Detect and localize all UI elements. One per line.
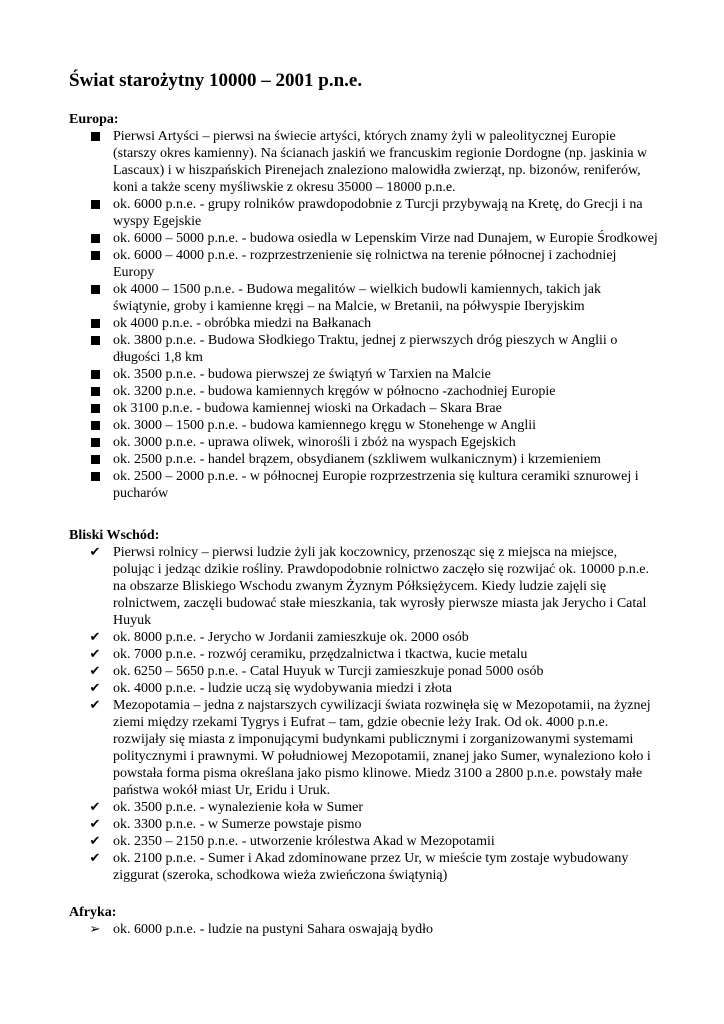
list-item — [69, 315, 659, 332]
checkmark-bullet-icon: ✔ — [89, 851, 101, 866]
list-item-text: ok. 2350 – 2150 p.n.e. - utworzenie królestwa Akad w Mezopotamii — [113, 834, 495, 849]
list-item — [69, 544, 659, 629]
africa-list — [69, 921, 659, 938]
square-bullet-icon — [91, 234, 100, 243]
list-item — [69, 247, 659, 281]
checkmark-bullet-icon: ✔ — [89, 630, 101, 645]
section-near-east — [69, 527, 659, 884]
section-heading: Europa: — [69, 112, 119, 127]
square-bullet-icon — [91, 472, 100, 481]
square-bullet-icon — [88, 128, 102, 146]
list-item — [69, 697, 659, 799]
list-item-text: ok. 6000 p.n.e. - grupy rolników prawdopodobnie z Turcji przybywają na Kretę, do Grecji i na wyspy Egejskie — [113, 197, 643, 229]
list-item-text: ok. 3500 p.n.e. - wynalezienie koła w Sumer — [113, 800, 363, 815]
list-item — [69, 366, 659, 383]
square-bullet-icon — [88, 383, 102, 401]
list-item — [69, 383, 659, 400]
square-bullet-icon — [88, 332, 102, 350]
square-bullet-icon — [88, 315, 102, 333]
list-item — [69, 816, 659, 833]
list-item — [69, 196, 659, 230]
square-bullet-icon — [91, 285, 100, 294]
checkmark-bullet-icon: ✔ — [89, 817, 101, 832]
list-item-text: ok. 8000 p.n.e. - Jerycho w Jordanii zamieszkuje ok. 2000 osób — [113, 630, 469, 645]
square-bullet-icon — [88, 417, 102, 435]
checkmark-bullet-icon: ✔ — [89, 647, 101, 662]
list-item-text: ok 3100 p.n.e. - budowa kamiennej wioski na Orkadach – Skara Brae — [113, 401, 502, 416]
list-item — [69, 799, 659, 816]
square-bullet-icon — [88, 366, 102, 384]
list-item — [69, 128, 659, 196]
list-item — [69, 629, 659, 646]
square-bullet-icon — [91, 251, 100, 260]
list-item-text: Pierwsi rolnicy – pierwsi ludzie żyli jak koczownicy, przenosząc się z miejsca na miejsce, polując i jedząc dzikie rośliny. Prawdopodobnie rolnictwo zaczęło się rozwijać ok. 10000 p.n.e. na obszarze Bliskiego Wschodu zwanym Żyznym Półksiężycem. Kiedy ludzie zajęli się rolnictwem, zaczęli budować stałe mieszkania, tak wyrosły pierwsze miasta jak Jerycho i Catal Huyuk — [113, 545, 649, 628]
checkmark-bullet-icon: ✔ — [89, 834, 101, 849]
list-item-text: ok. 3200 p.n.e. - budowa kamiennych kręgów w północno -zachodniej Europie — [113, 384, 556, 399]
page-title: Świat starożytny 10000 – 2001 p.n.e. — [69, 70, 363, 91]
list-item-text: ok. 3800 p.n.e. - Budowa Słodkiego Traktu, jednej z pierwszych dróg pieszych w Anglii o długości 1,8 km — [113, 333, 618, 365]
checkmark-bullet-icon: ✔ — [89, 545, 101, 560]
arrow-bullet-icon: ➢ — [89, 922, 101, 937]
list-item-text: ok. 3300 p.n.e. - w Sumerze powstaje pismo — [113, 817, 362, 832]
section-africa — [69, 904, 659, 938]
checkmark-bullet-icon: ✔ — [89, 698, 101, 713]
square-bullet-icon — [91, 370, 100, 379]
list-item-text: ok. 6000 – 4000 p.n.e. - rozprzestrzenienie się rolnictwa na terenie północnej i zachodniej Europy — [113, 248, 617, 280]
list-item-text: ok. 7000 p.n.e. - rozwój ceramiku, przędzalnictwa i tkactwa, kucie metalu — [113, 647, 528, 662]
list-item-text: ok. 3000 – 1500 p.n.e. - budowa kamiennego kręgu w Stonehenge w Anglii — [113, 418, 537, 433]
square-bullet-icon — [91, 455, 100, 464]
list-item — [69, 434, 659, 451]
section-heading: Bliski Wschód: — [69, 528, 160, 543]
square-bullet-icon — [91, 438, 100, 447]
list-item — [69, 230, 659, 247]
square-bullet-icon — [88, 451, 102, 469]
square-bullet-icon — [91, 387, 100, 396]
square-bullet-icon — [91, 319, 100, 328]
section-europe — [69, 111, 659, 502]
square-bullet-icon — [88, 196, 102, 214]
list-item — [69, 921, 659, 938]
list-item — [69, 468, 659, 502]
list-item — [69, 332, 659, 366]
list-item-text: ok. 4000 p.n.e. - ludzie uczą się wydobywania miedzi i złota — [113, 681, 453, 696]
list-item-text: ok. 3000 p.n.e. - uprawa oliwek, winorośli i zbóż na wyspach Egejskich — [113, 435, 516, 450]
checkmark-bullet-icon: ✔ — [89, 664, 101, 679]
square-bullet-icon — [91, 132, 100, 141]
list-item-text: ok. 3500 p.n.e. - budowa pierwszej ze świątyń w Tarxien na Malcie — [113, 367, 491, 382]
list-item — [69, 850, 659, 884]
square-bullet-icon — [91, 336, 100, 345]
square-bullet-icon — [88, 247, 102, 265]
square-bullet-icon — [91, 200, 100, 209]
square-bullet-icon — [88, 400, 102, 418]
square-bullet-icon — [91, 421, 100, 430]
list-item-text: ok 4000 p.n.e. - obróbka miedzi na Bałkanach — [113, 316, 372, 331]
list-item — [69, 400, 659, 417]
list-item — [69, 281, 659, 315]
europe-list — [69, 128, 659, 502]
square-bullet-icon — [88, 230, 102, 248]
square-bullet-icon — [91, 404, 100, 413]
section-heading: Afryka: — [69, 905, 117, 920]
list-item-text: ok. 2500 – 2000 p.n.e. - w północnej Europie rozprzestrzenia się kultura ceramiki sznurowej i pucharów — [113, 469, 639, 501]
checkmark-bullet-icon: ✔ — [89, 681, 101, 696]
list-item — [69, 646, 659, 663]
list-item-text: Pierwsi Artyści – pierwsi na świecie artyści, których znamy żyli w paleolitycznej Europie (starszy okres kamienny). Na ścianach jaskiń we francuskim regionie Dordogne (np. jaskinia w Lascaux) i w hiszpańskich Pirenejach znaleziono malowidła zwierząt, np. bizonów, reniferów, koni a także sceny myśliwskie z okresu 35000 – 18000 p.n.e. — [113, 129, 648, 195]
square-bullet-icon — [88, 434, 102, 452]
square-bullet-icon — [88, 468, 102, 486]
list-item-text: ok 4000 – 1500 p.n.e. - Budowa megalitów – wielkich budowli kamiennych, takich jak świątynie, groby i kamienne kręgi – na Malcie, w Bretanii, na półwyspie Iberyjskim — [113, 282, 601, 314]
list-item — [69, 451, 659, 468]
list-item-text: ok. 2500 p.n.e. - handel brązem, obsydianem (szkliwem wulkanicznym) i krzemieniem — [113, 452, 601, 467]
checkmark-bullet-icon: ✔ — [89, 800, 101, 815]
list-item-text: ok. 2100 p.n.e. - Sumer i Akad zdominowane przez Ur, w mieście tym zostaje wybudowany ziggurat (szeroka, schodkowa wieża zwieńczona świątynią) — [113, 851, 629, 883]
list-item — [69, 680, 659, 697]
list-item-text: ok. 6000 p.n.e. - ludzie na pustyni Sahara oswajają bydło — [113, 922, 433, 937]
list-item-text: ok. 6250 – 5650 p.n.e. - Catal Huyuk w Turcji zamieszkuje ponad 5000 osób — [113, 664, 544, 679]
list-item — [69, 833, 659, 850]
square-bullet-icon — [88, 281, 102, 299]
list-item-text: Mezopotamia – jedna z najstarszych cywilizacji świata rozwinęła się w Mezopotamii, na żyznej ziemi między rzekami Tygrys i Eufrat – tam, gdzie obecnie leży Irak. Od ok. 4000 p.n.e. rozwijały się miasta z imponującymi budynkami publicznymi i zorganizowanymi systemami politycznymi i prawnymi. W południowej Mezopotamii, znanej jako Sumer, wynaleziono koło i powstała forma pisma określana jako pismo klinowe. Miedz 3100 a 2800 p.n.e. powstały małe państwa wokół miast Ur, Eridu i Uruk. — [113, 698, 651, 798]
list-item-text: ok. 6000 – 5000 p.n.e. - budowa osiedla w Lepenskim Virze nad Dunajem, w Europie Środkowej — [113, 231, 658, 246]
near-east-list — [69, 544, 659, 884]
list-item — [69, 663, 659, 680]
list-item — [69, 417, 659, 434]
